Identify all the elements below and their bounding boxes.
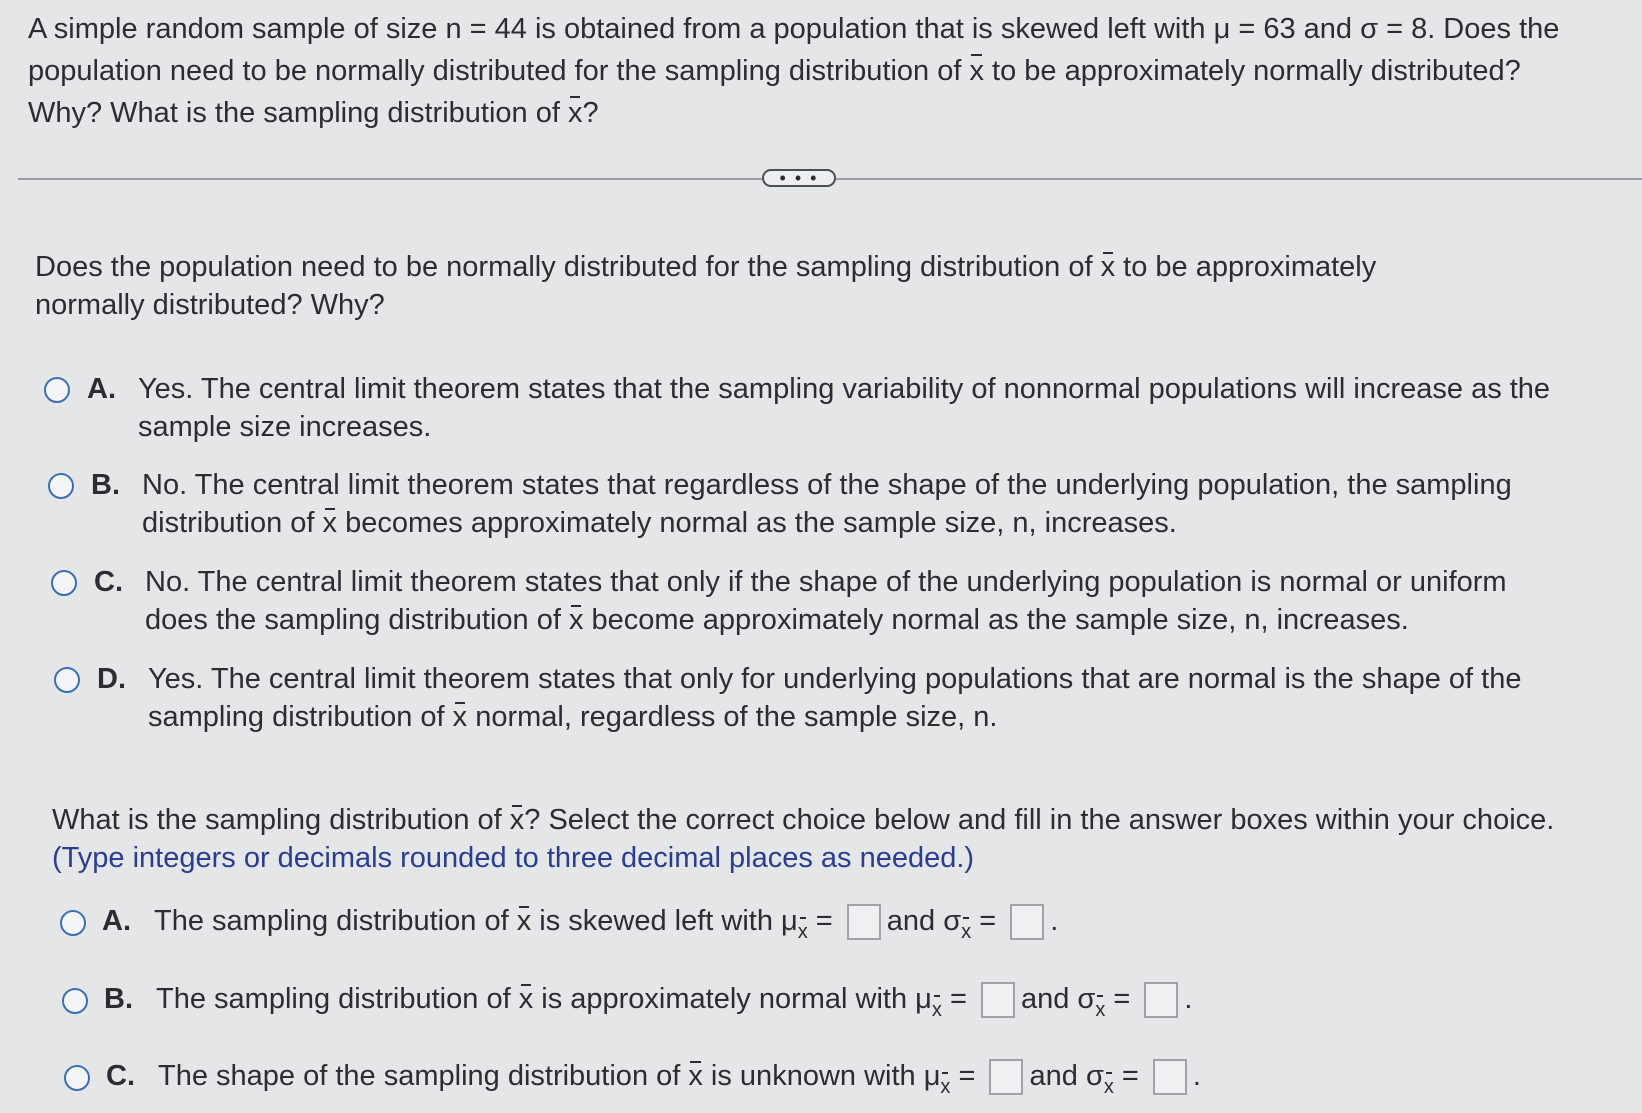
x-bar-symbol: x — [1101, 248, 1116, 286]
x-bar-symbol: x — [510, 801, 525, 839]
x-bar-symbol: x — [568, 92, 583, 134]
q1-option-b-radio[interactable] — [48, 473, 74, 499]
q1-option-c-letter: C. — [94, 566, 123, 598]
q2-option-c-sd-input[interactable] — [1153, 1059, 1187, 1095]
q1-option-b-letter: B. — [91, 469, 120, 501]
q2-option-b-sd-input[interactable] — [1144, 982, 1178, 1018]
q2-option-c-radio[interactable] — [64, 1065, 90, 1091]
q1-option-a[interactable]: A. Yes. The central limit theorem states that the sampling variability of nonnormal populations will increase as the sample size increases. — [40, 370, 1600, 450]
prompt-line-3: Why? What is the sampling distribution of x? — [28, 92, 1618, 134]
q2-option-a-sd-input[interactable] — [1010, 904, 1044, 940]
x-bar-symbol: x — [323, 504, 338, 542]
q1-option-c-radio[interactable] — [51, 570, 77, 596]
q1-option-d-radio[interactable] — [54, 667, 80, 693]
q2-option-b-mean-input[interactable] — [981, 982, 1015, 1018]
q2-option-b-radio[interactable] — [62, 988, 88, 1014]
q1-option-c[interactable]: C. No. The central limit theorem states that only if the shape of the underlying population is normal or uniform does the sampling distribution of x become approximately normal as the sample size, n, increases. — [47, 563, 1607, 643]
q1-option-d-letter: D. — [97, 663, 126, 695]
x-bar-symbol: x — [517, 902, 532, 940]
question-1-text: Does the population need to be normally distributed for the sampling distribution of x to be approximately normally distributed? Why? — [35, 248, 1535, 324]
question-2-text: What is the sampling distribution of x? Select the correct choice below and fill in the answer boxes within your choice. (Type integers or decimals rounded to three decimal places as needed.) — [52, 801, 1592, 877]
q1-option-d[interactable]: D. Yes. The central limit theorem states that only for underlying populations that are normal is the shape of the sampling distribution of x normal, regardless of the sample size, n. — [50, 660, 1610, 740]
q2-option-c[interactable]: C. The shape of the sampling distribution of x is unknown with μx = and σx = . — [62, 1057, 1562, 1101]
problem-statement — [28, 8, 1618, 134]
x-bar-symbol: x — [969, 50, 984, 92]
q1-option-a-letter: A. — [87, 373, 116, 405]
x-bar-symbol: x — [688, 1057, 703, 1095]
expand-more-button[interactable]: • • • — [762, 169, 836, 187]
prompt-line-1: A simple random sample of size n = 44 is obtained from a population that is skewed left with μ = 63 and σ = 8. Does the — [28, 13, 1560, 45]
q2-option-a-radio[interactable] — [60, 910, 86, 936]
q2-option-c-mean-input[interactable] — [989, 1059, 1023, 1095]
q2-option-b[interactable]: B. The sampling distribution of x is approximately normal with μx = and σx = . — [60, 980, 1560, 1024]
x-bar-symbol: x — [569, 601, 584, 639]
q1-option-b[interactable]: B. No. The central limit theorem states that regardless of the shape of the underlying population, the sampling distribution of x becomes approximately normal as the sample size, n, increases. — [44, 466, 1604, 546]
q2-option-a-letter: A. — [102, 905, 131, 937]
x-bar-symbol: x — [519, 980, 534, 1018]
q2-option-c-letter: C. — [106, 1060, 135, 1092]
prompt-line-2: population need to be normally distributed for the sampling distribution of x to be approximately normally distributed? — [28, 50, 1618, 92]
q2-option-b-letter: B. — [104, 983, 133, 1015]
q2-option-a[interactable]: A. The sampling distribution of x is skewed left with μx = and σx = . — [58, 902, 1558, 946]
q2-option-a-mean-input[interactable] — [847, 904, 881, 940]
x-bar-symbol: x — [453, 698, 468, 736]
answer-format-hint: (Type integers or decimals rounded to three decimal places as needed.) — [52, 842, 975, 874]
q1-option-a-radio[interactable] — [44, 377, 70, 403]
